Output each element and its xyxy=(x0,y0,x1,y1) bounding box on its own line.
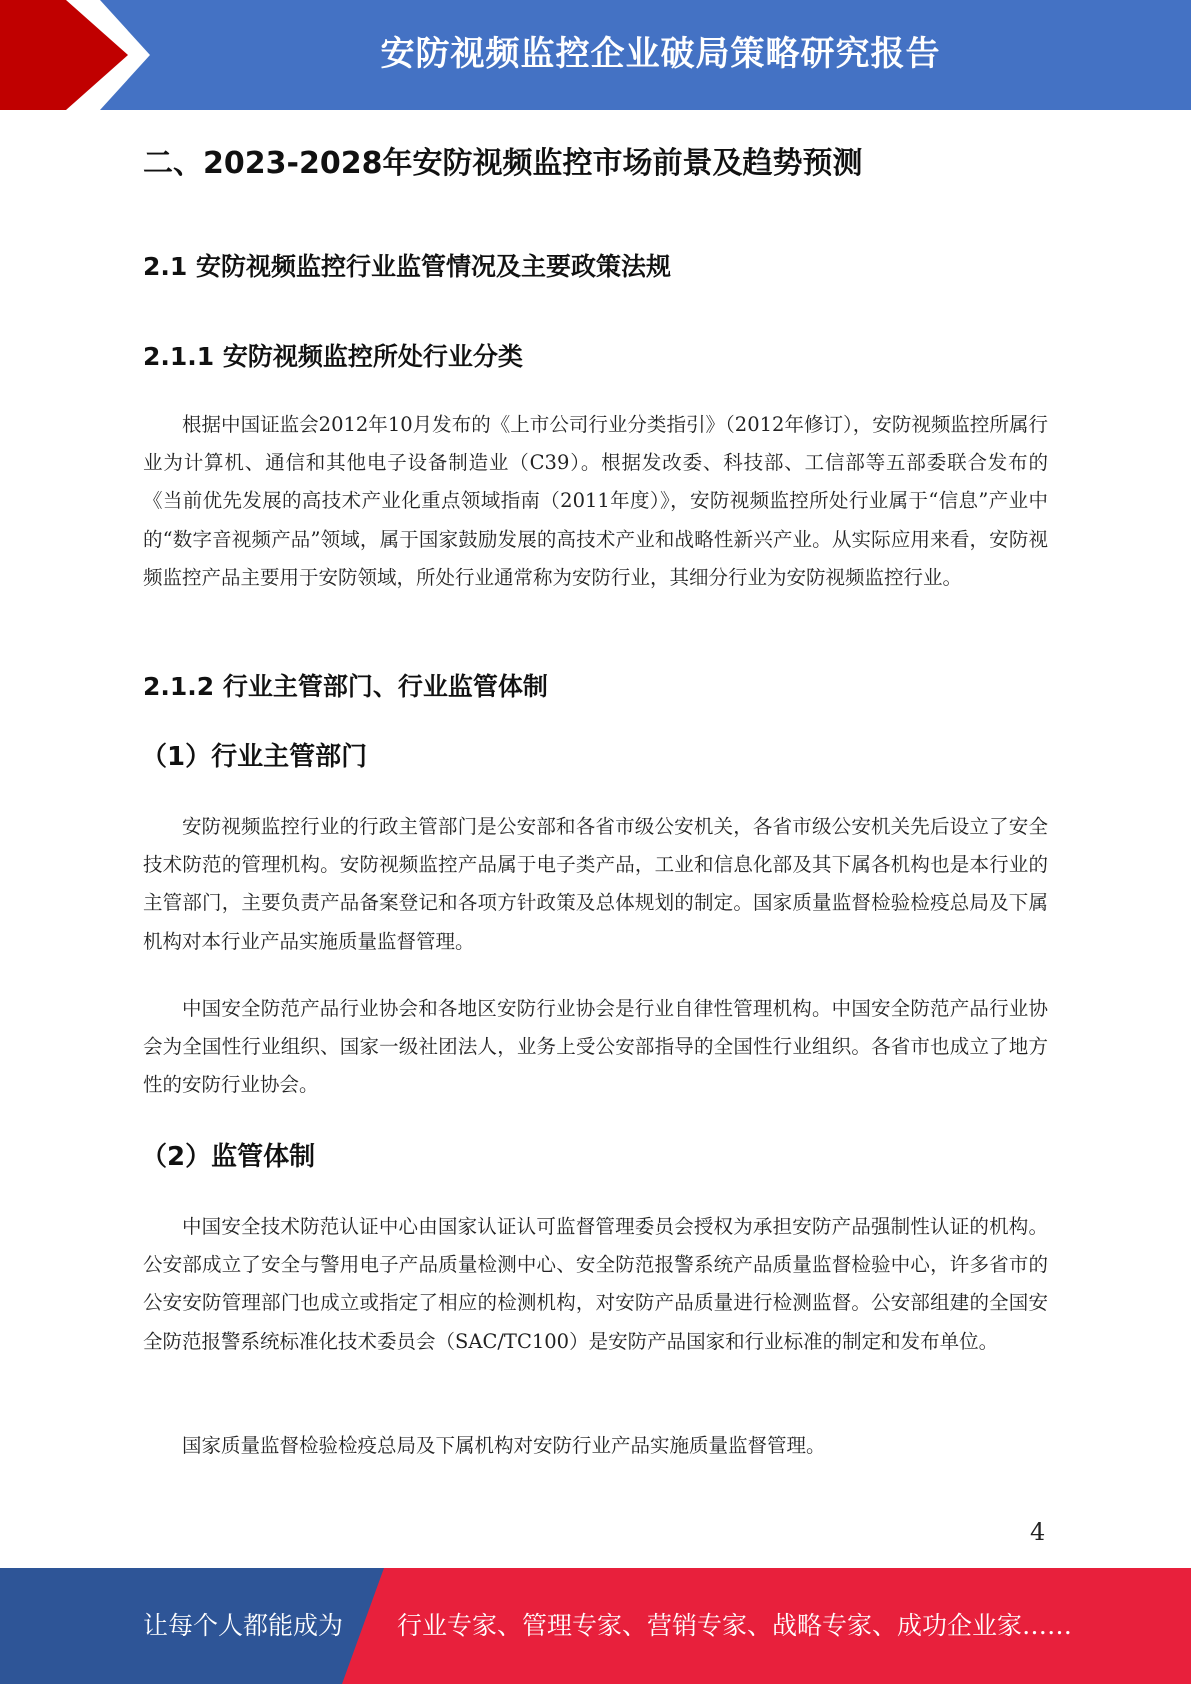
report-title: 安防视频监控企业破局策略研究报告 xyxy=(380,34,941,74)
page-header xyxy=(0,0,1191,110)
paragraph-quality-supervision: 国家质量监督检验检疫总局及下属机构对安防行业产品实施质量监督管理。 xyxy=(182,1434,826,1457)
paragraph-industry-classification: 根据中国证监会2012年10月发布的《上市公司行业分类指引》（2012年修订），安防视频监控所属行业为计算机、通信和其他电子设备制造业（C39）。根据发改委、科技部、工信部等五部委联合发布的《当前优先发展的高技术产业化重点领域指南（2011年度）》，安防视频监控所处行业属于“信息”产业中的“数字音视频产品”领域，属于国家鼓励发展的高技术产业和战略性新兴产业。从实际应用来看，安防视频监控产品主要用于安防领域，所处行业通常称为安防行业，其细分行业为安防视频监控行业。 xyxy=(143,413,1048,589)
subsection-heading-2-1-2: 2.1.2 行业主管部门、行业监管体制 xyxy=(143,672,548,701)
chapter-heading: 二、2023-2028年安防视频监控市场前景及趋势预测 xyxy=(143,146,863,181)
subheading-supervision: （2）监管体制 xyxy=(141,1142,316,1172)
paragraph-associations: 中国安全防范产品行业协会和各地区安防行业协会是行业自律性管理机构。中国安全防范产品行业协会为全国性行业组织、国家一级社团法人，业务上受公安部指导的全国性行业组织。各省市也成立了地方性的安防行业协会。 xyxy=(143,997,1048,1097)
paragraph-authorities: 安防视频监控行业的行政主管部门是公安部和各省市级公安机关，各省市级公安机关先后设立了安全技术防范的管理机构。安防视频监控产品属于电子类产品，工业和信息化部及其下属各机构也是本行业的主管部门，主要负责产品备案登记和各项方针政策及总体规划的制定。国家质量监督检验检疫总局及下属机构对本行业产品实施质量监督管理。 xyxy=(143,815,1048,953)
footer-slogan-right: 行业专家、管理专家、营销专家、战略专家、成功企业家…… xyxy=(397,1611,1073,1640)
header-chevron-decoration xyxy=(0,0,160,110)
subheading-authorities: （1）行业主管部门 xyxy=(141,742,368,772)
section-heading-2-1: 2.1 安防视频监控行业监管情况及主要政策法规 xyxy=(143,252,671,281)
paragraph-supervision: 中国安全技术防范认证中心由国家认证认可监督管理委员会授权为承担安防产品强制性认证的机构。公安部成立了安全与警用电子产品质量检测中心、安全防范报警系统产品质量监督检验中心，许多省市的公安安防管理部门也成立或指定了相应的检测机构，对安防产品质量进行检测监督。公安部组建的全国安全防范报警系统标准化技术委员会（SAC/TC100）是安防产品国家和行业标准的制定和发布单位。 xyxy=(143,1215,1048,1353)
page-number: 4 xyxy=(1030,1518,1046,1546)
page-footer xyxy=(0,1568,1191,1684)
subsection-heading-2-1-1: 2.1.1 安防视频监控所处行业分类 xyxy=(143,342,523,371)
footer-slogan-left: 让每个人都能成为 xyxy=(143,1611,344,1640)
